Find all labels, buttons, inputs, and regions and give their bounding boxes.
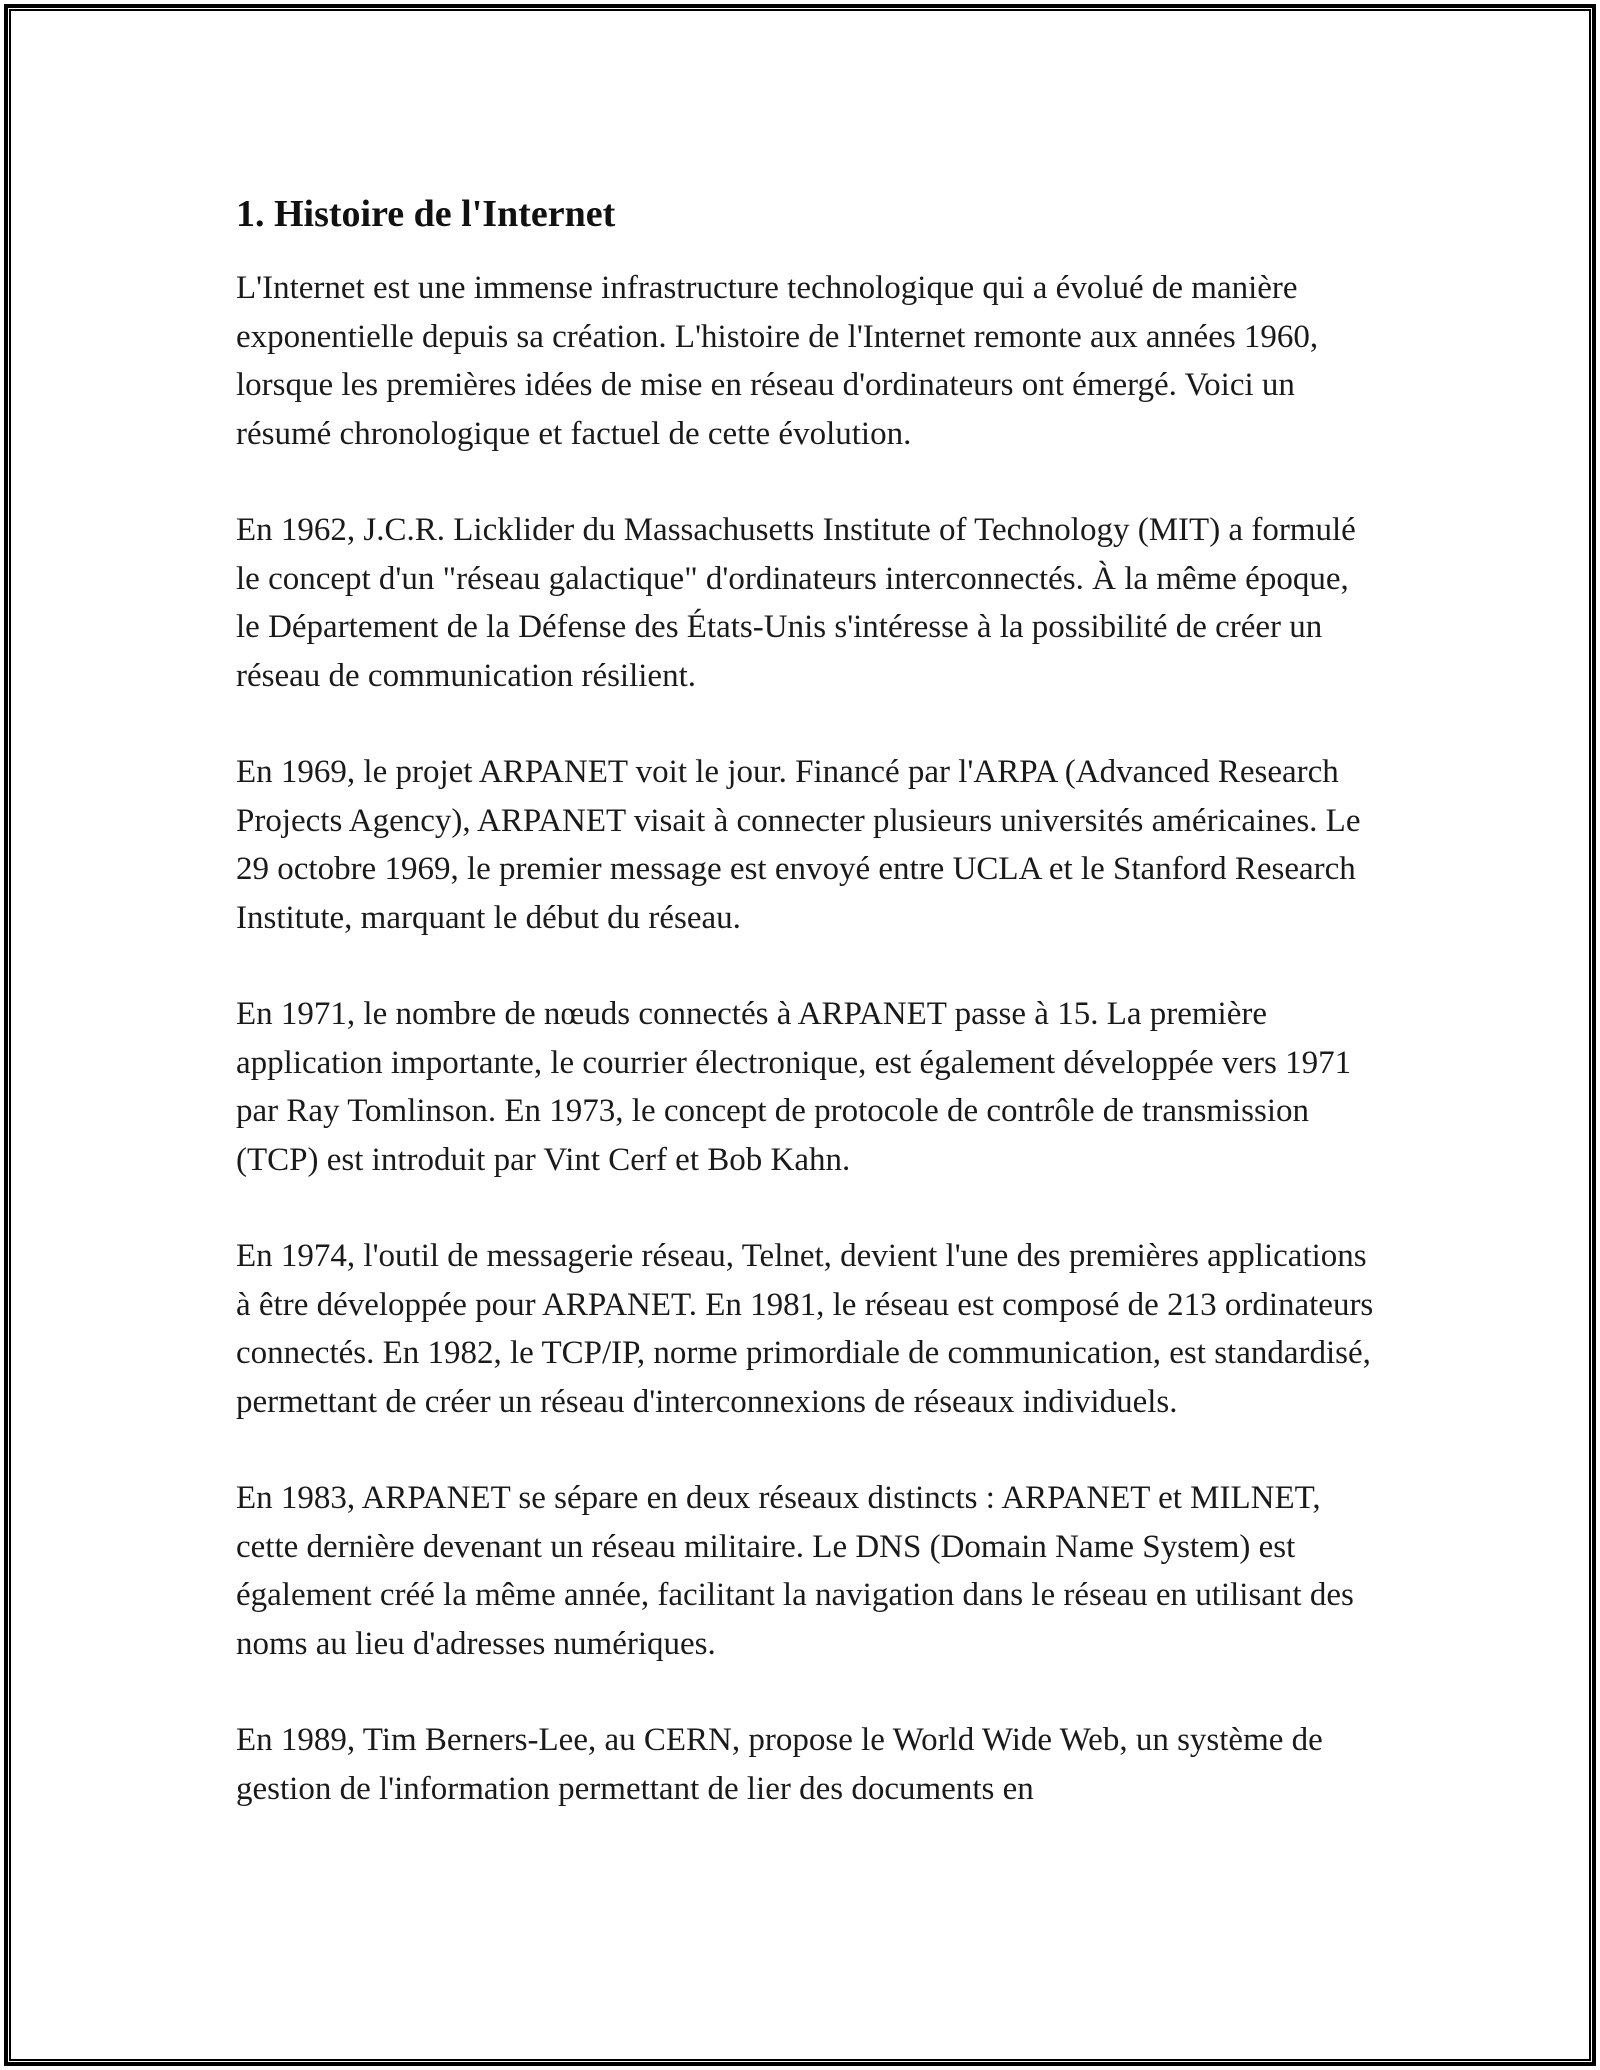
paragraph-1989: En 1989, Tim Berners-Lee, au CERN, propose le World Wide Web, un système de gestion de l'information permettant de lier des documents en	[236, 1722, 1323, 1807]
section-title: 1. Histoire de l'Internet	[236, 193, 616, 235]
document-body	[236, 186, 1376, 1861]
paragraph-1969: En 1969, le projet ARPANET voit le jour. Financé par l'ARPA (Advanced Research Projects Agency), ARPANET visait à connecter plusieurs universités américaines. Le 29 octobre 1969, le premier message est envoyé entre UCLA et le Stanford Research Institute, marquant le début du réseau.	[236, 754, 1361, 936]
paragraph-1971: En 1971, le nombre de nœuds connectés à ARPANET passe à 15. La première application importante, le courrier électronique, est également développée vers 1971 par Ray Tomlinson. En 1973, le concept de protocole de contrôle de transmission (TCP) est introduit par Vint Cerf et Bob Kahn.	[236, 996, 1352, 1178]
paragraph-intro: L'Internet est une immense infrastructure technologique qui a évolué de manière exponentielle depuis sa création. L'histoire de l'Internet remonte aux années 1960, lorsque les premières idées de mise en réseau d'ordinateurs ont émergé. Voici un résumé chronologique et factuel de cette évolution.	[236, 270, 1319, 452]
paragraph-1974: En 1974, l'outil de messagerie réseau, Telnet, devient l'une des premières applications à être développée pour ARPANET. En 1981, le réseau est composé de 213 ordinateurs connectés. En 1982, le TCP/IP, norme primordiale de communication, est standardisé, permettant de créer un réseau d'interconnexions de réseaux individuels.	[236, 1238, 1374, 1420]
paragraph-1962: En 1962, J.C.R. Licklider du Massachusetts Institute of Technology (MIT) a formulé le concept d'un "réseau galactique" d'ordinateurs interconnectés. À la même époque, le Département de la Défense des États-Unis s'intéresse à la possibilité de créer un réseau de communication résilient.	[236, 512, 1356, 694]
paragraph-1983: En 1983, ARPANET se sépare en deux réseaux distincts : ARPANET et MILNET, cette dernière devenant un réseau militaire. Le DNS (Domain Name System) est également créé la même année, facilitant la navigation dans le réseau en utilisant des noms au lieu d'adresses numériques.	[236, 1480, 1354, 1662]
